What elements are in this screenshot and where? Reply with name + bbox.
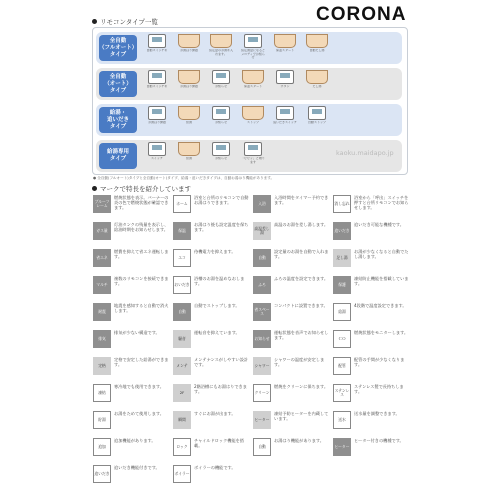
feature-description: 待機電力を抑えます。 [194,249,236,254]
feature-description: 高温のお湯を差し湯します。 [274,222,329,227]
feature-description: 追加機能があります。 [114,438,156,443]
step-caption: お湯はり開始 [179,49,198,52]
remote-illustration [276,106,294,120]
remote-row [96,68,402,100]
step-item [176,70,202,89]
step-caption: お知らせ [215,157,227,160]
feature-item [93,249,171,275]
feature-item [173,357,251,383]
remote-row [96,104,402,136]
feature-mark-icon: クリーン [253,384,271,402]
feature-description: 4段階で温度設定できます。 [354,303,407,308]
feature-description: 凍結予防ヒーターを内蔵しています。 [274,411,329,421]
feature-mark-icon: ロック [173,438,191,456]
feature-item [173,276,251,302]
step-caption: 自動ストップ [308,121,326,124]
feature-description: 寒冷地でも使用できます。 [114,384,164,389]
feature-mark-icon: ボイラー [173,465,191,483]
remote-row [96,32,402,64]
step-item [144,70,170,89]
feature-description: お湯をためて使用します。 [114,411,164,416]
feature-mark-icon: 配管 [333,357,351,375]
feature-item [93,438,171,464]
step-item [208,106,234,125]
feature-mark-icon: お知らせ [253,330,271,348]
feature-description: コンパクトに設置できます。 [274,303,328,308]
feature-item [93,384,171,410]
feature-description: ふろの温度を設定できます。 [274,276,329,281]
feature-mark-icon: 省エネ [93,249,111,267]
remote-illustration [148,34,166,48]
step-caption: お湯はり開始 [179,85,198,88]
step-item [272,106,298,125]
feature-item [93,411,171,437]
feature-item [253,222,331,248]
feature-item [333,303,411,329]
step-caption: 設定湯量になるとメロディでお知らせ [240,49,265,59]
feature-description: シャワーの温度が安定します。 [274,357,325,367]
feature-description: 地震を感知すると自動で消火します。 [114,303,169,313]
feature-item [173,195,251,221]
feature-mark-icon: 2F [173,384,191,402]
remote-illustration [148,106,166,120]
feature-description: 入浴時間をタイマー予約できます。 [274,195,329,205]
step-caption: 自動スイッチを [146,49,168,52]
feature-item [173,249,251,275]
step-caption: 保温スタート [243,85,262,88]
feature-description: 排気が少ない構造です。 [114,330,160,335]
step-list [144,70,336,89]
bathtub-illustration [242,106,264,120]
feature-item [253,195,331,221]
feature-mark-icon: ガス量 [93,222,111,240]
step-item [240,70,266,89]
feature-mark-icon: エコ [173,249,191,267]
remote-type-label: 全自動 （オート） タイプ [99,71,137,97]
remote-illustration [212,70,230,84]
feature-item [93,330,171,356]
step-item [176,106,202,125]
step-item [176,142,202,164]
remote-illustration [276,70,294,84]
remote-illustration [308,106,326,120]
feature-item [333,330,411,356]
feature-mark-icon: 消し忘れ [333,195,351,213]
feature-mark-icon: 追いだき [93,465,111,483]
feature-description: お湯はり機能があります。 [274,438,324,443]
step-item [304,70,330,89]
feature-description: チャイルドロック機能を搭載。 [194,438,245,448]
feature-mark-icon: 定格 [93,357,111,375]
feature-item [333,276,411,302]
step-list [144,142,272,164]
step-item [144,106,170,125]
step-item [144,34,170,60]
step-caption: たし湯 [312,85,322,88]
step-caption: ストップ [247,121,259,124]
step-list [144,106,336,125]
brand-logo: CORONA [316,4,407,25]
feature-mark-icon: ヒーター [333,438,351,456]
step-item [208,34,234,60]
bathtub-illustration [242,70,264,84]
feature-description: 送水量を調整できます。 [354,411,400,416]
feature-description: 設定量のお湯を自動で入れます。 [274,249,329,259]
features-section-title: マークで特長を紹介しています [100,185,191,193]
feature-item [173,303,251,329]
feature-mark-icon: 騒音 [173,330,191,348]
feature-item [93,465,171,491]
feature-description: 燃費を抑えて省エネ運転します。 [114,249,169,259]
remote-illustration [148,142,166,156]
feature-mark-icon: ＣＯ [333,330,351,348]
bathtub-illustration [306,70,328,84]
remote-type-label: 給湯専用 タイプ [99,143,137,169]
feature-mark-icon: ステンレス [333,384,351,402]
step-caption: スイッチ [151,157,163,160]
feature-mark-icon: 凍結 [93,384,111,402]
feature-item [173,384,251,410]
bathtub-illustration [210,34,232,48]
feature-item [253,411,331,437]
bathtub-illustration [178,34,200,48]
feature-mark-icon: 保温 [173,222,191,240]
feature-mark-icon: 足し湯 [333,249,351,267]
feature-mark-icon: 自動 [173,303,191,321]
feature-mark-icon: ヒーター [253,411,271,429]
step-item [240,34,266,60]
feature-item [173,438,251,464]
remote-note: ● 全自動(フルオート)タイプと全自動(オート)タイプ、給湯・追いだきタイプは、自動お湯はり機能があります。 [93,176,275,180]
feature-description: 灯油タンクの残量を表示し、給油時期をお知らせします。 [114,222,169,232]
feature-description: 複数のリモコンを接続できます。 [114,276,169,286]
step-item [176,34,202,60]
bathtub-illustration [178,106,200,120]
step-list [144,34,336,60]
feature-item [253,384,331,410]
bathtub-illustration [306,34,328,48]
feature-item [333,411,411,437]
step-caption: 設定量のお湯を入れます。 [208,49,233,56]
step-caption: ボタン [280,85,290,88]
feature-mark-icon: シャワー [253,357,271,375]
feature-mark-icon: おいだき [173,276,191,294]
remote-illustration [244,34,262,48]
feature-description: 浴槽のお湯を温めなおします。 [194,276,245,286]
feature-mark-icon: 省スペース [253,303,271,321]
feature-mark-icon: 自動 [253,249,271,267]
remote-illustration [212,106,230,120]
feature-description: メンテナンスがしやすい設計です。 [194,357,249,367]
feature-item [333,384,411,410]
feature-description: 凍結防止機能を搭載しています。 [354,276,409,286]
feature-mark-icon: マルチ [93,276,111,294]
feature-description: 自動でストップします。 [194,303,240,308]
step-item [304,34,330,60]
feature-item [173,465,251,491]
step-caption: 給湯 [185,157,192,160]
remote-section-title: リモコンタイプ一覧 [100,18,158,26]
feature-description: 定格で安定した給湯ができます。 [114,357,169,367]
bullet-icon [92,186,97,191]
step-caption: 「ピピッ」と鳴ります [241,157,265,164]
feature-item [253,276,331,302]
feature-mark-icon: 送水 [333,411,351,429]
feature-mark-icon: 追加 [93,438,111,456]
feature-mark-icon: 耐震 [93,303,111,321]
bathtub-illustration [274,34,296,48]
remote-type-label: 給湯・ 追いだき タイプ [99,107,137,133]
feature-description: 燃焼状態をモニターします。 [354,330,409,335]
feature-item [93,303,171,329]
remote-type-label: 全自動 （フルオート） タイプ [99,35,137,61]
feature-mark-icon: 排気 [93,330,111,348]
feature-description: 2階浴槽にもお湯はりできます。 [194,384,247,394]
feature-mark-icon: 追いだき [333,222,351,240]
step-caption: 追いだきスイッチ [273,121,297,124]
feature-item [253,303,331,329]
features-section-heading [92,184,191,193]
feature-item [333,357,411,383]
feature-mark-icon: ふろ [253,276,271,294]
feature-item [93,222,171,248]
feature-description: 浴室と台所のリモコンで自動お湯はりできます。 [194,195,249,205]
feature-item [253,330,331,356]
feature-item [333,249,411,275]
feature-description: 追いだき機能付きです。 [114,465,160,470]
feature-item [93,357,171,383]
feature-mark-icon: メンテ [173,357,191,375]
feature-description: すぐにお湯が出ます。 [194,411,236,416]
feature-mark-icon: ブルーフレーム [93,195,111,213]
feature-mark-icon: 給湯 [333,303,351,321]
feature-description: 燃焼状態を表示。バーナーの炎の色で燃焼状態が確認できます。 [114,195,169,210]
feature-description: ボイラーの機能です。 [194,465,236,470]
feature-item [253,357,331,383]
feature-mark-icon: 入浴 [253,195,271,213]
feature-mark-icon: 貯湯 [93,411,111,429]
feature-description: 燃焼をクリーンに保ちます。 [274,384,329,389]
step-item [272,70,298,89]
step-item [240,106,266,125]
step-item [304,106,330,125]
feature-description: ステンレス製で長持ちします。 [354,384,404,394]
feature-mark-icon: 保護 [333,276,351,294]
step-caption: 保温スタート [275,49,294,52]
step-caption: 給湯 [185,121,192,124]
remote-illustration [212,142,230,156]
feature-description: 運転音を抑えています。 [194,330,240,335]
feature-description: お湯が少なくなると自動でたし湯します。 [354,249,409,259]
feature-item [253,249,331,275]
step-caption: お知らせ [215,121,227,124]
feature-description: 追いだき可能な機種です。 [354,222,404,227]
feature-mark-icon: 瞬間 [173,411,191,429]
step-caption: 自動たし湯 [309,49,325,52]
step-item [208,142,234,164]
bathtub-illustration [178,142,200,156]
feature-description: 運転状態を音声でお知らせします。 [274,330,329,340]
step-item [272,34,298,60]
feature-description: 浴室から「呼出」スイッチを押すと台所リモコンでお知らせします。 [354,195,409,210]
watermark: kaoku.maidapo.jp [336,149,394,157]
feature-item [333,438,411,464]
feature-description: お湯はり後も設定温度を保ちます。 [194,222,249,232]
feature-item [173,330,251,356]
feature-item [333,195,411,221]
remote-section-heading [92,17,158,26]
feature-item [93,195,171,221]
feature-mark-icon: 高温差し湯 [253,222,271,240]
step-caption: 自動スイッチを [146,85,168,88]
step-caption: お知らせ [215,85,227,88]
bullet-icon [92,19,97,24]
step-item [208,70,234,89]
remote-illustration [244,142,262,156]
feature-mark-icon: 自動 [253,438,271,456]
step-item [144,142,170,164]
feature-description: ヒーター付きの機種です。 [354,438,404,443]
bathtub-illustration [178,70,200,84]
feature-item [253,438,331,464]
feature-description: 配管の手間が少なくなります。 [354,357,405,367]
feature-item [93,276,171,302]
remote-illustration [148,70,166,84]
step-item [240,142,266,164]
feature-item [173,222,251,248]
step-caption: お湯はり開始 [147,121,166,124]
feature-item [173,411,251,437]
feature-mark-icon: ホーム [173,195,191,213]
feature-item [333,222,411,248]
